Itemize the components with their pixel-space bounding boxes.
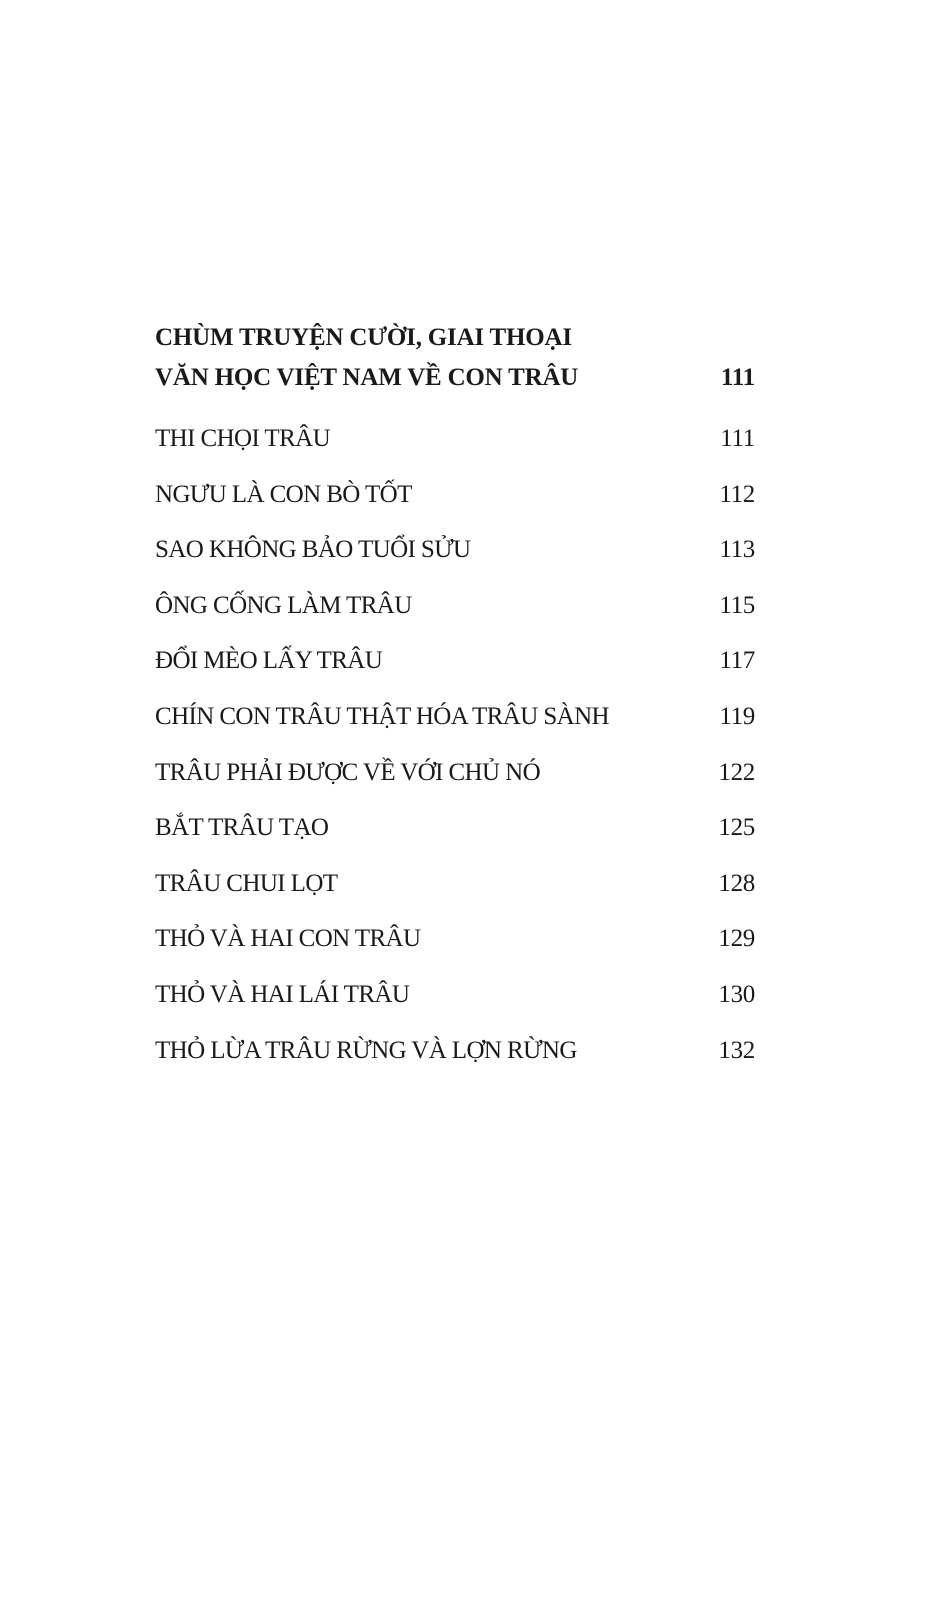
toc-entry-list (155, 411, 755, 1078)
toc-entry-page: 130 (718, 980, 755, 1008)
toc-entry-title: SAO KHÔNG BẢO TUỔI SỬU (155, 536, 471, 564)
toc-entry-title: NGƯU LÀ CON BÒ TỐT (155, 480, 412, 508)
toc-entry-title: THỎ VÀ HAI LÁI TRÂU (155, 980, 410, 1008)
toc-entry[interactable] (155, 467, 755, 523)
toc-entry[interactable] (155, 578, 755, 634)
toc-entry-title: THỎ VÀ HAI CON TRÂU (155, 925, 421, 953)
table-of-contents (155, 318, 755, 1078)
toc-entry-page: 113 (719, 536, 755, 564)
toc-entry-page: 128 (718, 869, 755, 897)
toc-entry-title: BẮT TRÂU TẠO (155, 814, 329, 842)
section-title-line-2: VĂN HỌC VIỆT NAM VỀ CON TRÂU (155, 364, 579, 391)
toc-entry-page: 129 (718, 925, 755, 953)
toc-entry-page: 132 (718, 1036, 755, 1064)
toc-entry-page: 122 (718, 758, 755, 786)
toc-entry[interactable] (155, 633, 755, 689)
toc-entry-page: 112 (719, 480, 755, 508)
toc-entry-page: 125 (718, 814, 755, 842)
toc-entry-title: THỎ LỪA TRÂU RỪNG VÀ LỢN RỪNG (155, 1036, 577, 1064)
section-title-row (155, 358, 755, 398)
toc-entry-title: ÔNG CỐNG LÀM TRÂU (155, 591, 412, 619)
toc-entry-title: TRÂU PHẢI ĐƯỢC VỀ VỚI CHỦ NÓ (155, 758, 541, 786)
toc-entry-page: 117 (719, 647, 755, 675)
toc-entry[interactable] (155, 967, 755, 1023)
toc-entry-page: 111 (720, 425, 755, 452)
toc-entry[interactable] (155, 1023, 755, 1079)
toc-entry-page: 119 (719, 702, 755, 730)
toc-entry[interactable] (155, 911, 755, 967)
toc-entry[interactable] (155, 411, 755, 467)
toc-entry-title: ĐỔI MÈO LẤY TRÂU (155, 647, 383, 675)
section-title-line-1: CHÙM TRUYỆN CƯỜI, GIAI THOẠI (155, 324, 572, 351)
toc-entry[interactable] (155, 856, 755, 912)
toc-entry[interactable] (155, 522, 755, 578)
toc-entry[interactable] (155, 689, 755, 745)
toc-entry[interactable] (155, 745, 755, 801)
toc-section-heading (155, 318, 755, 398)
toc-entry-title: THI CHỌI TRÂU (155, 425, 331, 452)
toc-entry-title: TRÂU CHUI LỌT (155, 869, 338, 897)
toc-entry[interactable] (155, 800, 755, 856)
toc-entry-page: 115 (719, 591, 755, 619)
section-page-number: 111 (720, 364, 755, 391)
toc-entry-title: CHÍN CON TRÂU THẬT HÓA TRÂU SÀNH (155, 702, 609, 730)
